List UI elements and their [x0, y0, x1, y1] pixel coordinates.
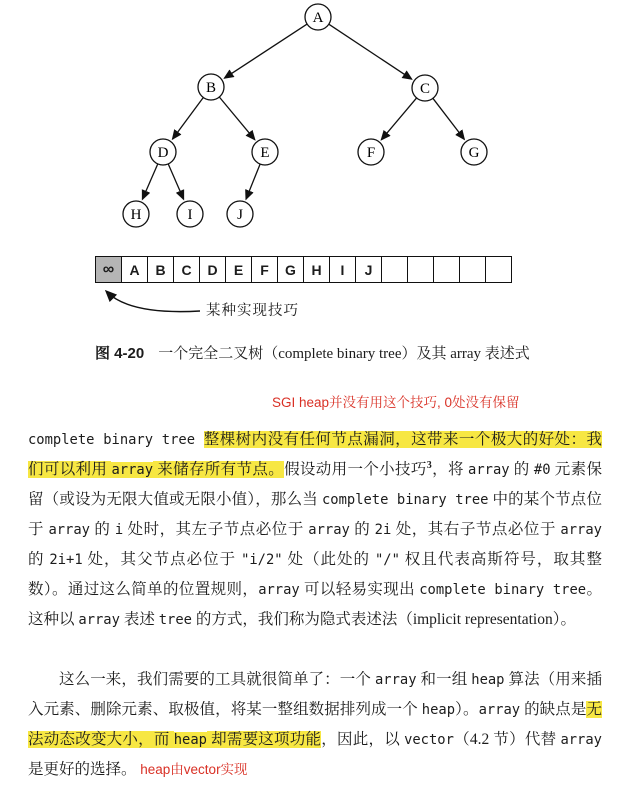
array-cell-reserved: ∞ [95, 256, 122, 283]
text-segment: 的 [509, 461, 534, 478]
figure-4-20 [0, 0, 630, 332]
text-segment: complete binary tree [321, 492, 489, 508]
text-segment: 2i+1 [49, 552, 83, 568]
array-cell [382, 256, 408, 283]
text-segment: vector [404, 732, 454, 748]
text-segment: ）。 [455, 701, 479, 718]
tree-node-label: G [468, 145, 480, 161]
text-segment: array [478, 702, 521, 718]
text-segment: （4.2 节）代替 [453, 731, 561, 748]
tree-edge [168, 164, 183, 199]
text-segment: array [78, 612, 120, 628]
text-segment: complete binary tree [419, 582, 587, 598]
text-segment: array [560, 522, 602, 538]
text-segment: 表述 [119, 611, 159, 628]
tree-node-label: C [419, 81, 431, 97]
tree-edge [142, 164, 157, 199]
text-segment: array [308, 522, 350, 538]
tree-edge [433, 98, 464, 139]
text-segment: 3 [426, 459, 432, 471]
array-cell: F [252, 256, 278, 283]
tree-edge [219, 97, 255, 140]
text-segment: 权且代表高斯符号，取其整数）。通过这么简单的位置规则， [28, 551, 602, 598]
tree-node-label: I [187, 207, 193, 223]
tree-edge [246, 164, 260, 199]
text-segment: "/" [374, 552, 400, 568]
array-cell [460, 256, 486, 283]
text-segment: 的 [89, 521, 115, 538]
text-segment: 的方式，我们称为隐式表述法（implicit representation）。 [191, 611, 576, 628]
tree-node-label: F [366, 145, 376, 161]
array-cell: B [148, 256, 174, 283]
text-segment: 来储存所有节点。 [153, 461, 285, 478]
array-cell: I [330, 256, 356, 283]
tree-edge [224, 24, 307, 78]
tree-edge [329, 24, 412, 79]
figure-caption-text: 一个完全二叉树（complete binary tree）及其 array 表述式 [158, 346, 530, 362]
text-segment: 处，其父节点必位于 [82, 551, 242, 568]
text-segment: array [374, 672, 417, 688]
tree-edge [173, 98, 204, 140]
text-segment: 整棵树内没有任何节点漏洞，这带来一个极大的好处：我们可以利用 [28, 431, 602, 478]
text-segment: array [468, 462, 510, 478]
body-paragraph-2 [28, 665, 602, 784]
array-cell [486, 256, 512, 283]
text-segment: i [114, 522, 124, 538]
text-segment: 的缺点是 [520, 701, 587, 718]
body-paragraph-1 [28, 425, 602, 635]
text-segment: 中的某个节点位于 [28, 491, 602, 538]
handwritten-note-top: SGI heap并没有用这个技巧, 0处没有保留 [272, 395, 520, 410]
text-segment: 假设动用一个小技巧 [284, 461, 427, 478]
text-segment: 2i [374, 522, 392, 538]
tree-node-label: A [312, 10, 324, 26]
array-cell: E [226, 256, 252, 283]
text-segment: 的 [28, 551, 50, 568]
array-cell: G [278, 256, 304, 283]
text-segment: heap [471, 672, 505, 688]
text-segment: 处（此处的 [282, 551, 375, 568]
text-segment: 算法（用来插入元素、删除元素、取极值，将某一整组数据排列成一个 [28, 671, 602, 718]
text-segment: heap [173, 732, 207, 748]
text-segment: 是更好的选择。 [28, 761, 137, 778]
tree-node-label: J [237, 207, 243, 223]
text-segment: complete binary tree [28, 432, 204, 448]
array-cell: J [356, 256, 382, 283]
text-segment: array [111, 462, 154, 478]
text-segment: #0 [533, 462, 551, 478]
tree-node-label: H [130, 207, 142, 223]
text-segment: 可以轻易实现出 [299, 581, 420, 598]
array-cell: A [122, 256, 148, 283]
array-cell [434, 256, 460, 283]
text-segment: array [560, 732, 602, 748]
text-segment: ，因此，以 [321, 731, 405, 748]
text-segment: tree [158, 612, 192, 628]
text-segment: ，将 [431, 461, 469, 478]
text-segment: heap [421, 702, 456, 718]
arrow-annotation-label: 某种实现技巧 [206, 303, 299, 319]
text-segment: 。这种以 [28, 581, 602, 628]
tree-node-label: D [157, 145, 169, 161]
text-segment: 元素保留（或设为无限大值或无限小值），那么当 [28, 461, 602, 508]
text-segment: 处，其右子节点必位于 [391, 521, 561, 538]
text-segment: 无法动态改变大小，而 [28, 701, 602, 748]
array-cell: C [174, 256, 200, 283]
array-representation [95, 256, 512, 283]
text-segment: 却需要这项功能 [206, 731, 322, 748]
binary-tree-diagram [0, 0, 630, 245]
figure-caption [95, 342, 630, 363]
text-segment: "i/2" [241, 552, 283, 568]
text-segment: 和一组 [416, 671, 472, 688]
tree-node-label: B [205, 80, 217, 96]
figure-number: 图 4-20 [95, 345, 145, 362]
array-cell: H [304, 256, 330, 283]
text-segment: array [48, 522, 90, 538]
text-segment: 处时，其左子节点必位于 [123, 521, 309, 538]
text-segment: 这么一来，我们需要的工具就很简单了：一个 [59, 671, 375, 688]
text-segment: array [258, 582, 300, 598]
pointer-arrow-icon [90, 284, 220, 324]
text-segment: 的 [349, 521, 375, 538]
handwritten-note-inline: heap由vector实现 [136, 762, 248, 777]
tree-edge [381, 98, 416, 140]
array-cell [408, 256, 434, 283]
array-cell: D [200, 256, 226, 283]
tree-node-label: E [260, 145, 270, 161]
